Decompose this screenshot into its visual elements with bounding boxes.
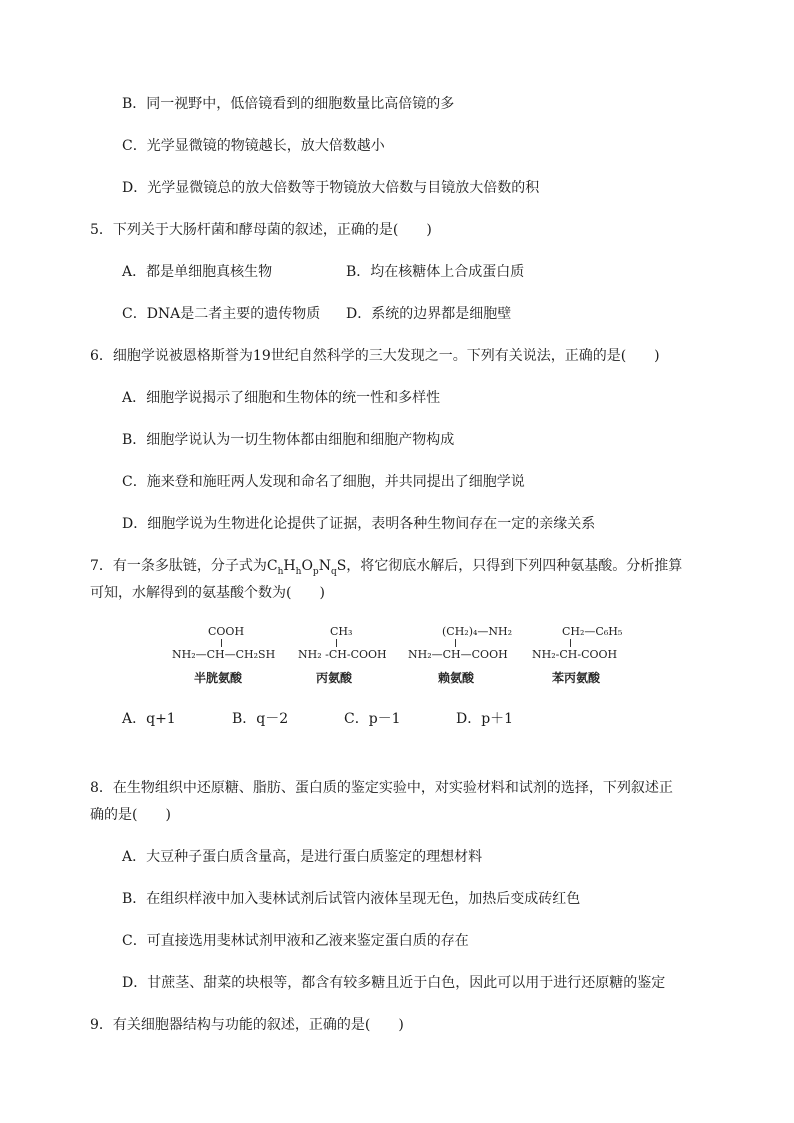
phenylalanine-bond bbox=[570, 639, 571, 647]
formula-s: S bbox=[336, 558, 347, 574]
q7-option-d: D．p＋1 bbox=[456, 711, 514, 727]
question-5-stem: 5．下列关于大肠杆菌和酵母菌的叙述，正确的是( ) bbox=[90, 222, 432, 238]
q8-option-b: B．在组织样液中加入斐林试剂后试管内液体呈现无色，加热后变成砖红色 bbox=[122, 891, 581, 907]
q7-stem-prefix: 7．有一条多肽链，分子式为C bbox=[90, 558, 278, 574]
question-8-stem-line-2: 确的是( ) bbox=[90, 807, 171, 823]
formula-o-subscript: p bbox=[312, 566, 319, 577]
alanine-bond bbox=[336, 639, 337, 647]
cysteine-top: COOH bbox=[208, 625, 245, 638]
formula-o: O bbox=[301, 558, 313, 574]
q7-stem-suffix: ，将它彻底水解后，只得到下列四种氨基酸。分析推算 bbox=[346, 558, 683, 574]
formula-h-subscript: h bbox=[295, 566, 302, 577]
question-7-stem-line-1 bbox=[90, 557, 682, 581]
phenylalanine-name: 苯丙氨酸 bbox=[552, 671, 601, 685]
q5-option-b: B．均在核糖体上合成蛋白质 bbox=[346, 264, 525, 280]
q7-option-c: C．p－1 bbox=[344, 711, 401, 727]
cysteine-bond bbox=[221, 639, 222, 647]
amino-acid-structures-figure bbox=[160, 620, 630, 690]
q6-option-b: B．细胞学说认为一切生物体都由细胞和细胞产物构成 bbox=[122, 432, 455, 448]
alanine-top: CH₃ bbox=[330, 625, 353, 638]
q8-option-d: D．甘蔗茎、甜菜的块根等，都含有较多糖且近于白色，因此可以用于进行还原糖的鉴定 bbox=[122, 975, 666, 991]
q6-option-a: A．细胞学说揭示了细胞和生物体的统一性和多样性 bbox=[122, 390, 441, 406]
q5-option-a: A．都是单细胞真核生物 bbox=[122, 264, 273, 280]
q7-option-a: A．q+1 bbox=[122, 711, 176, 727]
q5-option-d: D．系统的边界都是细胞壁 bbox=[346, 306, 512, 322]
q6-option-d: D．细胞学说为生物进化论提供了证据，表明各种生物间存在一定的亲缘关系 bbox=[122, 516, 596, 532]
question-6-stem: 6．细胞学说被恩格斯誉为19世纪自然科学的三大发现之一。下列有关说法，正确的是( ) bbox=[90, 348, 660, 364]
lysine-bond bbox=[455, 639, 456, 647]
q4-option-c: C．光学显微镜的物镜越长，放大倍数越小 bbox=[122, 138, 385, 154]
phenylalanine-main: NH₂-CH-COOH bbox=[532, 648, 618, 661]
q8-option-c: C．可直接选用斐林试剂甲液和乙液来鉴定蛋白质的存在 bbox=[122, 933, 469, 949]
formula-n-subscript: q bbox=[330, 566, 337, 577]
phenylalanine-top: CH₂—C₆H₅ bbox=[562, 625, 623, 638]
question-9-stem: 9．有关细胞器结构与功能的叙述，正确的是( ) bbox=[90, 1017, 404, 1033]
lysine-top: (CH₂)₄—NH₂ bbox=[442, 625, 513, 638]
lysine-name: 赖氨酸 bbox=[438, 671, 475, 685]
formula-h: H bbox=[283, 558, 296, 574]
formula-c-subscript: h bbox=[277, 566, 284, 577]
lysine-main: NH₂—CH—COOH bbox=[408, 648, 508, 661]
q4-option-d: D．光学显微镜总的放大倍数等于物镜放大倍数与目镜放大倍数的积 bbox=[122, 180, 540, 196]
q7-option-b: B．q－2 bbox=[232, 711, 289, 727]
q8-option-a: A．大豆种子蛋白质含量高，是进行蛋白质鉴定的理想材料 bbox=[122, 849, 483, 865]
question-7-stem-line-2: 可知，水解得到的氨基酸个数为( ) bbox=[90, 585, 325, 601]
cysteine-main: NH₂—CH—CH₂SH bbox=[172, 648, 276, 661]
alanine-main: NH₂ -CH-COOH bbox=[298, 648, 387, 661]
question-8-stem-line-1: 8．在生物组织中还原糖、脂肪、蛋白质的鉴定实验中，对实验材料和试剂的选择，下列叙述正 bbox=[90, 780, 673, 796]
q4-option-b: B．同一视野中，低倍镜看到的细胞数量比高倍镜的多 bbox=[122, 96, 455, 112]
q6-option-c: C．施来登和施旺两人发现和命名了细胞，并共同提出了细胞学说 bbox=[122, 474, 525, 490]
alanine-name: 丙氨酸 bbox=[316, 671, 353, 685]
formula-n: N bbox=[318, 558, 331, 574]
cysteine-name: 半胱氨酸 bbox=[194, 671, 243, 685]
q5-option-c: C．DNA是二者主要的遗传物质 bbox=[122, 306, 321, 322]
